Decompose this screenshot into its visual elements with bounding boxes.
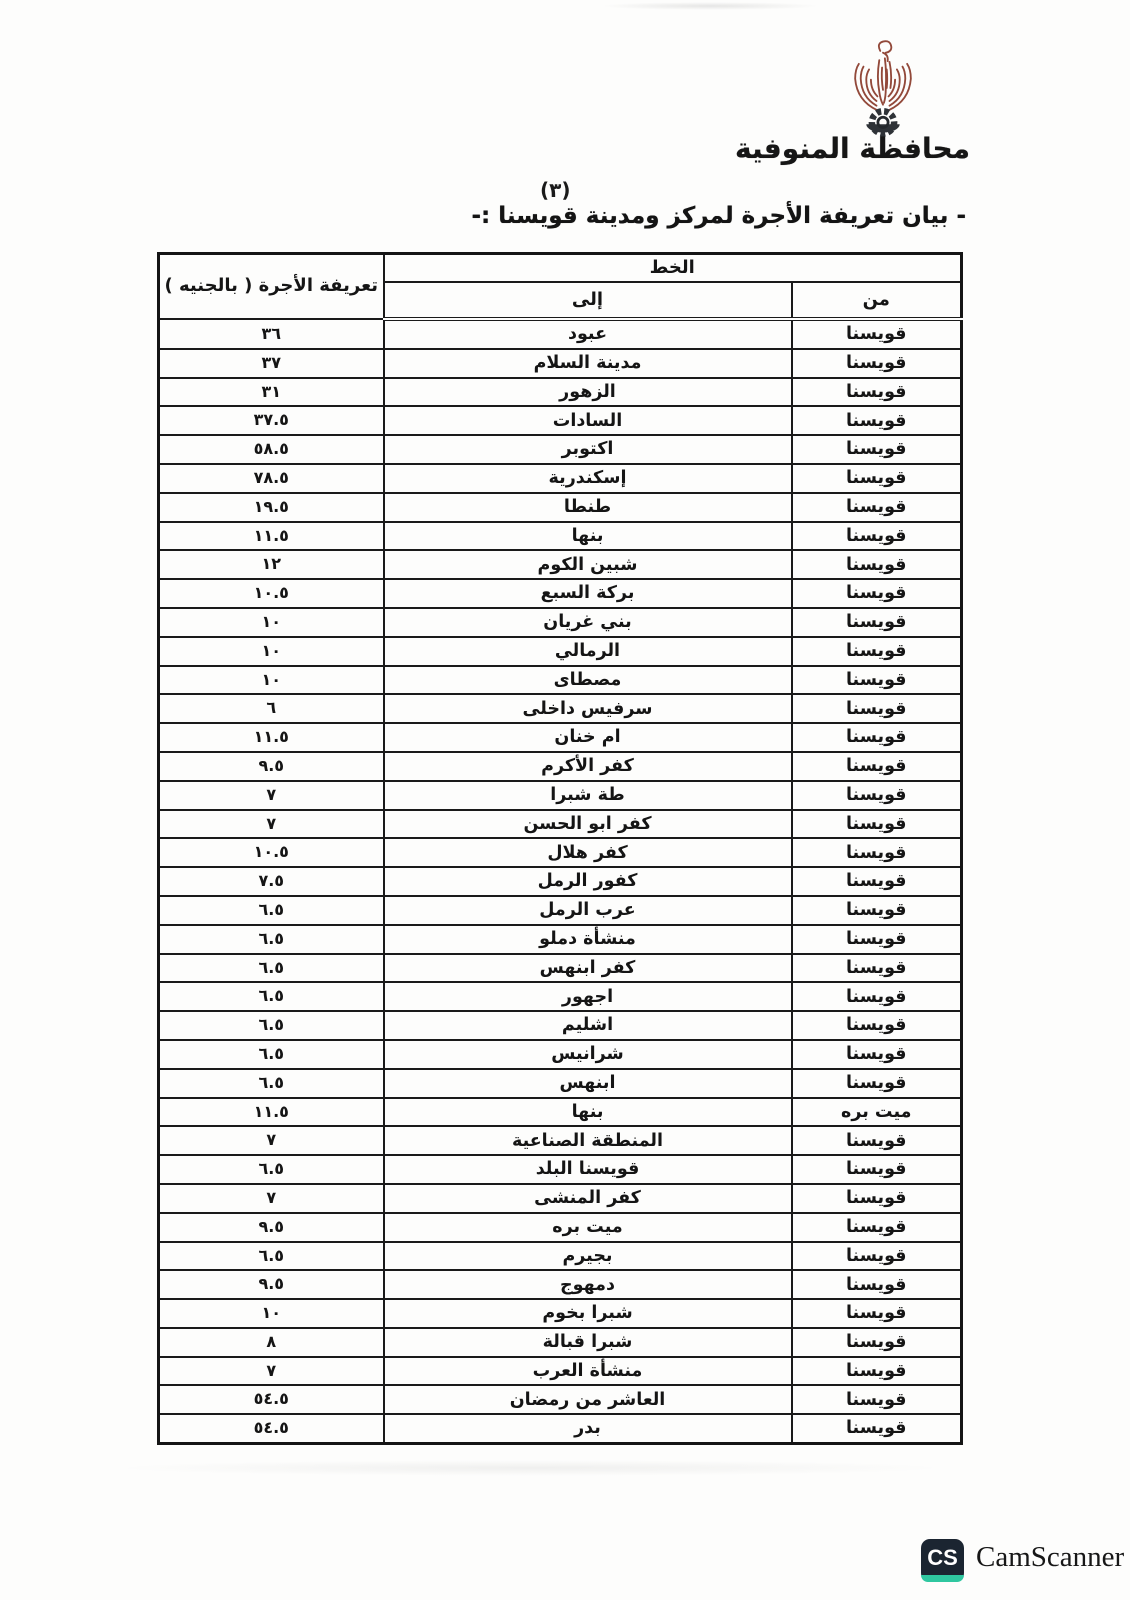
fare-table-row xyxy=(159,319,962,349)
fare-table-body xyxy=(159,319,962,1444)
scan-artifact xyxy=(600,2,820,10)
gear-icon xyxy=(866,111,899,133)
fare-cell: ٧ xyxy=(159,1126,384,1155)
to-cell: شبرا قبالة xyxy=(384,1328,792,1357)
column-header-from: من xyxy=(792,282,962,319)
from-cell: قويسنا xyxy=(792,579,962,608)
camscanner-logo-icon xyxy=(921,1539,964,1582)
to-cell: كفر المنشى xyxy=(384,1184,792,1213)
fare-table-row xyxy=(159,810,962,839)
from-cell: قويسنا xyxy=(792,493,962,522)
fare-table-row xyxy=(159,1242,962,1271)
to-cell: المنطقة الصناعية xyxy=(384,1126,792,1155)
to-cell: بنها xyxy=(384,1098,792,1127)
fare-cell: ١٠ xyxy=(159,637,384,666)
from-cell: قويسنا xyxy=(792,1126,962,1155)
from-cell: قويسنا xyxy=(792,550,962,579)
to-cell: مدينة السلام xyxy=(384,349,792,378)
to-cell: ام خنان xyxy=(384,723,792,752)
fare-table-row xyxy=(159,1270,962,1299)
fare-cell: ٦.٥ xyxy=(159,1155,384,1184)
to-cell: الزهور xyxy=(384,378,792,407)
to-cell: شرانيس xyxy=(384,1040,792,1069)
fare-cell: ٣٧.٥ xyxy=(159,406,384,435)
to-cell: بجيرم xyxy=(384,1242,792,1271)
from-cell: قويسنا xyxy=(792,637,962,666)
to-cell: قويسنا البلد xyxy=(384,1155,792,1184)
to-cell: كفر ابنهس xyxy=(384,954,792,983)
fare-table-row xyxy=(159,666,962,695)
from-cell: قويسنا xyxy=(792,1184,962,1213)
fare-cell: ٦.٥ xyxy=(159,1040,384,1069)
to-cell: ابنهس xyxy=(384,1069,792,1098)
from-cell: قويسنا xyxy=(792,982,962,1011)
from-cell: ميت بره xyxy=(792,1098,962,1127)
from-cell: قويسنا xyxy=(792,1357,962,1386)
fare-table-row xyxy=(159,867,962,896)
fare-table-row xyxy=(159,1011,962,1040)
fare-table-row xyxy=(159,1385,962,1414)
column-header-to: إلى xyxy=(384,282,792,319)
to-cell: بركة السبع xyxy=(384,579,792,608)
fare-cell: ١١.٥ xyxy=(159,723,384,752)
from-cell: قويسنا xyxy=(792,896,962,925)
from-cell: قويسنا xyxy=(792,1011,962,1040)
to-cell: منشأة دملو xyxy=(384,925,792,954)
to-cell: مصطاى xyxy=(384,666,792,695)
from-cell: قويسنا xyxy=(792,1270,962,1299)
fare-cell: ٩.٥ xyxy=(159,752,384,781)
fare-table-row xyxy=(159,608,962,637)
fare-cell: ٥٨.٥ xyxy=(159,435,384,464)
fare-table-row xyxy=(159,1213,962,1242)
from-cell: قويسنا xyxy=(792,666,962,695)
to-cell: العاشر من رمضان xyxy=(384,1385,792,1414)
to-cell: طة شبرا xyxy=(384,781,792,810)
fare-table-row xyxy=(159,435,962,464)
to-cell: اشليم xyxy=(384,1011,792,1040)
fare-table-row xyxy=(159,694,962,723)
fare-cell: ٦.٥ xyxy=(159,954,384,983)
from-cell: قويسنا xyxy=(792,723,962,752)
fare-table-row xyxy=(159,579,962,608)
fare-table-row xyxy=(159,752,962,781)
fare-cell: ١٠.٥ xyxy=(159,579,384,608)
fare-cell: ٦.٥ xyxy=(159,982,384,1011)
fare-cell: ٧.٥ xyxy=(159,867,384,896)
fare-table-row xyxy=(159,1069,962,1098)
from-cell: قويسنا xyxy=(792,781,962,810)
to-cell: ميت بره xyxy=(384,1213,792,1242)
fare-table-row xyxy=(159,1126,962,1155)
fare-table-row xyxy=(159,1299,962,1328)
camscanner-badge-letters: CS xyxy=(927,1544,958,1570)
from-cell: قويسنا xyxy=(792,1385,962,1414)
fare-cell: ٦.٥ xyxy=(159,896,384,925)
to-cell: بنها xyxy=(384,522,792,551)
fare-cell: ٧ xyxy=(159,810,384,839)
fare-table-row xyxy=(159,1040,962,1069)
fare-table-row xyxy=(159,637,962,666)
to-cell: بني غريان xyxy=(384,608,792,637)
to-cell: كفور الرمل xyxy=(384,867,792,896)
from-cell: قويسنا xyxy=(792,349,962,378)
from-cell: قويسنا xyxy=(792,1299,962,1328)
fare-cell: ١٩.٥ xyxy=(159,493,384,522)
fare-table-row xyxy=(159,954,962,983)
fare-cell: ٩.٥ xyxy=(159,1213,384,1242)
from-cell: قويسنا xyxy=(792,1328,962,1357)
from-cell: قويسنا xyxy=(792,464,962,493)
fare-table-row xyxy=(159,723,962,752)
from-cell: قويسنا xyxy=(792,954,962,983)
to-cell: اجهور xyxy=(384,982,792,1011)
fare-cell: ٦.٥ xyxy=(159,925,384,954)
fare-cell: ٦.٥ xyxy=(159,1242,384,1271)
to-cell: عبود xyxy=(384,319,792,349)
from-cell: قويسنا xyxy=(792,1040,962,1069)
fare-table-row xyxy=(159,838,962,867)
fare-table-row xyxy=(159,781,962,810)
to-cell: بدر xyxy=(384,1414,792,1443)
fare-table-row xyxy=(159,1155,962,1184)
fare-cell: ٧٨.٥ xyxy=(159,464,384,493)
to-cell: السادات xyxy=(384,406,792,435)
page-number: (٣) xyxy=(540,178,571,202)
to-cell: الرمالي xyxy=(384,637,792,666)
from-cell: قويسنا xyxy=(792,608,962,637)
camscanner-brand-text: CamScanner xyxy=(976,1541,1125,1573)
fare-cell: ٣١ xyxy=(159,378,384,407)
fare-cell: ٩.٥ xyxy=(159,1270,384,1299)
to-cell: اكتوبر xyxy=(384,435,792,464)
to-cell: شبين الكوم xyxy=(384,550,792,579)
to-cell: كفر هلال xyxy=(384,838,792,867)
from-cell: قويسنا xyxy=(792,406,962,435)
to-cell: إسكندرية xyxy=(384,464,792,493)
from-cell: قويسنا xyxy=(792,752,962,781)
fare-cell: ١٠ xyxy=(159,608,384,637)
from-cell: قويسنا xyxy=(792,1155,962,1184)
column-header-fare: تعريفة الأجرة ( بالجنيه ) xyxy=(159,254,384,320)
fare-table-row xyxy=(159,349,962,378)
fare-table-row xyxy=(159,1098,962,1127)
fare-cell: ٦.٥ xyxy=(159,1011,384,1040)
scan-artifact xyxy=(110,1460,950,1476)
from-cell: قويسنا xyxy=(792,810,962,839)
to-cell: سرفيس داخلى xyxy=(384,694,792,723)
fare-table-row xyxy=(159,1328,962,1357)
from-cell: قويسنا xyxy=(792,1414,962,1443)
fare-cell: ٥٤.٥ xyxy=(159,1385,384,1414)
fare-table-row xyxy=(159,522,962,551)
from-cell: قويسنا xyxy=(792,378,962,407)
to-cell: كفر ابو الحسن xyxy=(384,810,792,839)
governorate-name: محافظة المنوفية xyxy=(735,132,970,165)
fare-table-row xyxy=(159,464,962,493)
from-cell: قويسنا xyxy=(792,1069,962,1098)
to-cell: شبرا بخوم xyxy=(384,1299,792,1328)
fare-cell: ٨ xyxy=(159,1328,384,1357)
fare-cell: ٣٦ xyxy=(159,319,384,349)
fare-table-row xyxy=(159,925,962,954)
to-cell: طنطا xyxy=(384,493,792,522)
from-cell: قويسنا xyxy=(792,319,962,349)
fare-table-row xyxy=(159,406,962,435)
fare-cell: ٧ xyxy=(159,1357,384,1386)
fare-table xyxy=(157,252,963,1445)
fare-cell: ٦.٥ xyxy=(159,1069,384,1098)
fare-cell: ١٠ xyxy=(159,666,384,695)
fare-cell: ١١.٥ xyxy=(159,522,384,551)
from-cell: قويسنا xyxy=(792,435,962,464)
to-cell: كفر الأكرم xyxy=(384,752,792,781)
from-cell: قويسنا xyxy=(792,1242,962,1271)
fare-table-row xyxy=(159,896,962,925)
from-cell: قويسنا xyxy=(792,838,962,867)
fare-table-row xyxy=(159,378,962,407)
fare-cell: ١٠ xyxy=(159,1299,384,1328)
fare-cell: ٥٤.٥ xyxy=(159,1414,384,1443)
from-cell: قويسنا xyxy=(792,867,962,896)
document-title: - بيان تعريفة الأجرة لمركز ومدينة قويسنا :- xyxy=(471,203,966,229)
to-cell: عرب الرمل xyxy=(384,896,792,925)
fare-cell: ١١.٥ xyxy=(159,1098,384,1127)
fare-cell: ٦ xyxy=(159,694,384,723)
column-header-line: الخط xyxy=(384,254,962,283)
fare-cell: ٧ xyxy=(159,781,384,810)
fare-table-row xyxy=(159,493,962,522)
fare-cell: ١٠.٥ xyxy=(159,838,384,867)
from-cell: قويسنا xyxy=(792,925,962,954)
fare-table-row xyxy=(159,1414,962,1443)
fare-cell: ٧ xyxy=(159,1184,384,1213)
governorate-emblem-icon xyxy=(845,36,921,140)
fare-cell: ٣٧ xyxy=(159,349,384,378)
to-cell: منشأة العرب xyxy=(384,1357,792,1386)
fare-table-row xyxy=(159,1357,962,1386)
fare-cell: ١٢ xyxy=(159,550,384,579)
from-cell: قويسنا xyxy=(792,694,962,723)
from-cell: قويسنا xyxy=(792,522,962,551)
fare-table-row xyxy=(159,982,962,1011)
fare-table-row xyxy=(159,1184,962,1213)
from-cell: قويسنا xyxy=(792,1213,962,1242)
to-cell: دمهوج xyxy=(384,1270,792,1299)
fare-table-row xyxy=(159,550,962,579)
